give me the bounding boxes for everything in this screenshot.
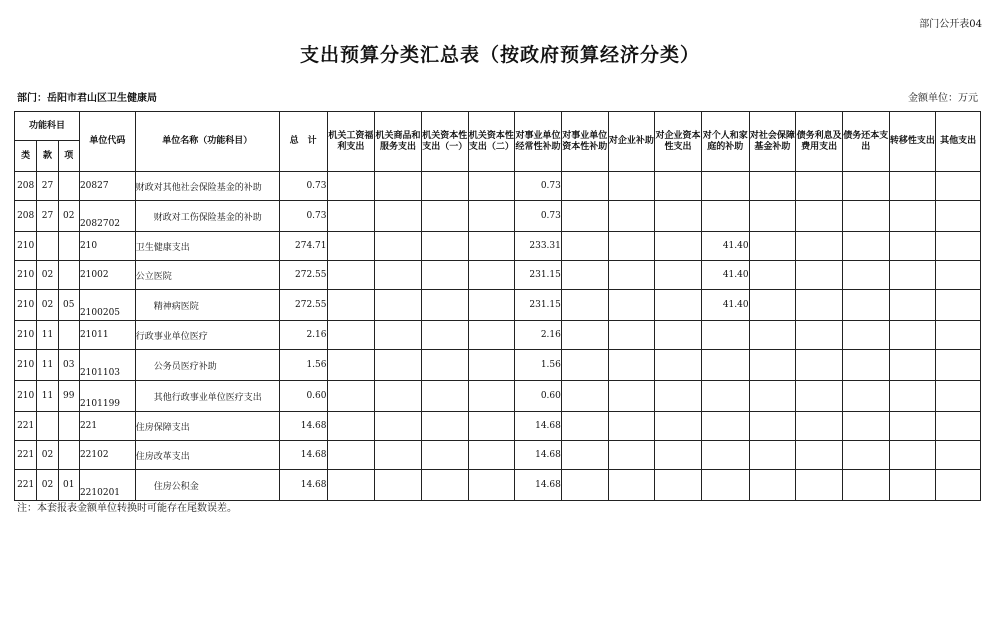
header-col-2: 机关商品和服务支出 <box>375 112 422 172</box>
cell-col-5: 233.31 <box>515 232 562 261</box>
header-col-14: 其他支出 <box>936 112 981 172</box>
header-col-1: 机关工资福利支出 <box>327 112 375 172</box>
cell-xiang: 05 <box>58 290 79 321</box>
cell-col-8 <box>655 441 702 470</box>
table-row <box>15 290 981 321</box>
cell-xiang <box>58 321 79 350</box>
cell-col-8 <box>655 201 702 232</box>
cell-col-12 <box>842 321 889 350</box>
cell-col-10 <box>749 470 796 501</box>
cell-col-12 <box>842 232 889 261</box>
cell-col-2 <box>375 381 422 412</box>
cell-lei: 221 <box>15 470 37 501</box>
cell-col-13 <box>889 412 936 441</box>
cell-xiang: 02 <box>58 201 79 232</box>
cell-col-11 <box>796 261 843 290</box>
cell-unit-code: 22102 <box>79 441 135 470</box>
cell-lei: 210 <box>15 321 37 350</box>
cell-unit-code: 210 <box>79 232 135 261</box>
cell-kuan: 02 <box>37 261 58 290</box>
cell-col-7 <box>608 350 655 381</box>
cell-col-10 <box>749 350 796 381</box>
cell-col-3 <box>421 470 468 501</box>
cell-unit-name: 住房改革支出 <box>135 441 279 470</box>
header-col-9: 对个人和家庭的补助 <box>701 112 749 172</box>
cell-col-5: 0.73 <box>515 172 562 201</box>
cell-kuan: 27 <box>37 201 58 232</box>
cell-col-11 <box>796 412 843 441</box>
cell-col-14 <box>936 470 981 501</box>
cell-col-10 <box>749 232 796 261</box>
cell-col-1 <box>327 261 375 290</box>
cell-col-8 <box>655 232 702 261</box>
table-row <box>15 350 981 381</box>
cell-total: 14.68 <box>279 412 327 441</box>
cell-col-10 <box>749 290 796 321</box>
cell-unit-code: 221 <box>79 412 135 441</box>
cell-col-5: 14.68 <box>515 441 562 470</box>
cell-xiang <box>58 232 79 261</box>
header-col-7: 对企业补助 <box>608 112 655 172</box>
cell-col-13 <box>889 232 936 261</box>
cell-unit-name: 财政对工伤保险基金的补助 <box>135 201 279 232</box>
cell-col-5: 0.73 <box>515 201 562 232</box>
cell-col-13 <box>889 441 936 470</box>
cell-total: 14.68 <box>279 470 327 501</box>
cell-col-5: 0.60 <box>515 381 562 412</box>
cell-col-6 <box>561 470 608 501</box>
cell-col-11 <box>796 470 843 501</box>
cell-col-9 <box>701 201 749 232</box>
cell-total: 272.55 <box>279 290 327 321</box>
department-label: 部门：岳阳市君山区卫生健康局 <box>17 93 157 104</box>
cell-unit-code: 2210201 <box>79 470 135 501</box>
cell-unit-code: 2082702 <box>79 201 135 232</box>
cell-col-7 <box>608 261 655 290</box>
cell-col-7 <box>608 321 655 350</box>
cell-col-1 <box>327 201 375 232</box>
table-row <box>15 321 981 350</box>
cell-col-6 <box>561 261 608 290</box>
header-function-subject: 功能科目 <box>15 112 80 141</box>
page-title: 支出预算分类汇总表（按政府预算经济分类） <box>299 44 700 66</box>
cell-col-3 <box>421 321 468 350</box>
header-unit-name: 单位名称（功能科目） <box>135 112 279 172</box>
cell-col-9 <box>701 172 749 201</box>
cell-col-9: 41.40 <box>701 261 749 290</box>
cell-col-12 <box>842 261 889 290</box>
cell-col-10 <box>749 412 796 441</box>
cell-col-11 <box>796 232 843 261</box>
table-body <box>15 172 981 501</box>
header-col-12: 债务还本支出 <box>842 112 889 172</box>
cell-unit-code: 20827 <box>79 172 135 201</box>
cell-col-2 <box>375 172 422 201</box>
cell-unit-code: 2100205 <box>79 290 135 321</box>
cell-unit-name: 公立医院 <box>135 261 279 290</box>
cell-col-4 <box>468 321 515 350</box>
cell-kuan: 11 <box>37 381 58 412</box>
header-unit-code: 单位代码 <box>79 112 135 172</box>
cell-col-6 <box>561 290 608 321</box>
header-col-10: 对社会保障基金补助 <box>749 112 796 172</box>
cell-col-14 <box>936 232 981 261</box>
cell-total: 0.73 <box>279 201 327 232</box>
cell-col-7 <box>608 381 655 412</box>
cell-col-14 <box>936 441 981 470</box>
cell-total: 274.71 <box>279 232 327 261</box>
cell-col-13 <box>889 381 936 412</box>
cell-unit-name: 公务员医疗补助 <box>135 350 279 381</box>
cell-kuan: 11 <box>37 350 58 381</box>
header-col-6: 对事业单位资本性补助 <box>561 112 608 172</box>
cell-col-8 <box>655 381 702 412</box>
cell-col-2 <box>375 350 422 381</box>
cell-col-12 <box>842 470 889 501</box>
cell-col-9: 41.40 <box>701 290 749 321</box>
cell-col-6 <box>561 201 608 232</box>
cell-unit-name: 住房公积金 <box>135 470 279 501</box>
cell-col-6 <box>561 321 608 350</box>
cell-kuan: 02 <box>37 290 58 321</box>
cell-col-8 <box>655 350 702 381</box>
cell-col-6 <box>561 232 608 261</box>
cell-col-14 <box>936 381 981 412</box>
cell-col-9: 41.40 <box>701 232 749 261</box>
cell-col-14 <box>936 172 981 201</box>
cell-col-7 <box>608 470 655 501</box>
header-xiang: 项 <box>58 141 79 172</box>
cell-col-3 <box>421 261 468 290</box>
cell-col-1 <box>327 290 375 321</box>
cell-col-4 <box>468 201 515 232</box>
cell-col-1 <box>327 412 375 441</box>
footnote: 注：本套报表金额单位转换时可能存在尾数误差。 <box>17 503 237 514</box>
cell-unit-name: 卫生健康支出 <box>135 232 279 261</box>
cell-col-9 <box>701 470 749 501</box>
cell-col-1 <box>327 172 375 201</box>
header-kuan: 款 <box>37 141 58 172</box>
cell-col-2 <box>375 441 422 470</box>
cell-col-5: 231.15 <box>515 261 562 290</box>
cell-col-4 <box>468 381 515 412</box>
cell-col-4 <box>468 290 515 321</box>
cell-col-11 <box>796 290 843 321</box>
cell-col-11 <box>796 321 843 350</box>
cell-kuan: 11 <box>37 321 58 350</box>
cell-col-2 <box>375 470 422 501</box>
cell-col-11 <box>796 201 843 232</box>
cell-kuan: 02 <box>37 441 58 470</box>
cell-col-8 <box>655 412 702 441</box>
cell-total: 0.73 <box>279 172 327 201</box>
cell-unit-name: 行政事业单位医疗 <box>135 321 279 350</box>
cell-col-13 <box>889 470 936 501</box>
table-row <box>15 441 981 470</box>
cell-col-11 <box>796 441 843 470</box>
cell-col-8 <box>655 321 702 350</box>
cell-col-4 <box>468 350 515 381</box>
cell-col-10 <box>749 321 796 350</box>
cell-col-2 <box>375 201 422 232</box>
header-col-5: 对事业单位经常性补助 <box>515 112 562 172</box>
cell-col-10 <box>749 201 796 232</box>
header-col-4: 机关资本性支出（二） <box>468 112 515 172</box>
cell-col-9 <box>701 412 749 441</box>
cell-col-7 <box>608 201 655 232</box>
cell-kuan: 27 <box>37 172 58 201</box>
cell-col-6 <box>561 412 608 441</box>
table-row <box>15 412 981 441</box>
cell-col-4 <box>468 232 515 261</box>
cell-col-8 <box>655 261 702 290</box>
cell-unit-name: 住房保障支出 <box>135 412 279 441</box>
table-row <box>15 172 981 201</box>
cell-total: 2.16 <box>279 321 327 350</box>
cell-col-9 <box>701 381 749 412</box>
cell-lei: 210 <box>15 350 37 381</box>
cell-col-1 <box>327 441 375 470</box>
cell-col-12 <box>842 412 889 441</box>
table-row <box>15 261 981 290</box>
cell-col-14 <box>936 350 981 381</box>
cell-col-3 <box>421 412 468 441</box>
cell-col-3 <box>421 290 468 321</box>
cell-kuan <box>37 412 58 441</box>
cell-col-9 <box>701 350 749 381</box>
cell-col-12 <box>842 381 889 412</box>
cell-col-2 <box>375 412 422 441</box>
cell-col-4 <box>468 441 515 470</box>
cell-col-12 <box>842 201 889 232</box>
cell-col-1 <box>327 350 375 381</box>
cell-total: 1.56 <box>279 350 327 381</box>
cell-unit-code: 2101103 <box>79 350 135 381</box>
header-lei: 类 <box>15 141 37 172</box>
cell-xiang <box>58 412 79 441</box>
cell-col-7 <box>608 232 655 261</box>
cell-col-10 <box>749 441 796 470</box>
budget-table <box>14 111 981 501</box>
cell-col-2 <box>375 232 422 261</box>
cell-xiang: 03 <box>58 350 79 381</box>
cell-col-13 <box>889 350 936 381</box>
cell-unit-code: 2101199 <box>79 381 135 412</box>
cell-col-14 <box>936 261 981 290</box>
cell-unit-code: 21011 <box>79 321 135 350</box>
cell-col-4 <box>468 172 515 201</box>
cell-lei: 210 <box>15 261 37 290</box>
form-number: 部门公开表04 <box>919 19 982 30</box>
cell-col-7 <box>608 412 655 441</box>
cell-lei: 221 <box>15 412 37 441</box>
cell-col-1 <box>327 381 375 412</box>
cell-unit-name: 财政对其他社会保险基金的补助 <box>135 172 279 201</box>
cell-col-8 <box>655 172 702 201</box>
header-col-11: 债务利息及费用支出 <box>796 112 843 172</box>
cell-col-5: 2.16 <box>515 321 562 350</box>
cell-col-3 <box>421 172 468 201</box>
cell-kuan: 02 <box>37 470 58 501</box>
cell-xiang <box>58 441 79 470</box>
cell-col-3 <box>421 441 468 470</box>
cell-col-8 <box>655 470 702 501</box>
cell-col-13 <box>889 290 936 321</box>
cell-col-14 <box>936 321 981 350</box>
cell-lei: 221 <box>15 441 37 470</box>
cell-col-13 <box>889 172 936 201</box>
cell-total: 14.68 <box>279 441 327 470</box>
cell-col-5: 1.56 <box>515 350 562 381</box>
cell-col-6 <box>561 441 608 470</box>
cell-col-3 <box>421 232 468 261</box>
cell-col-6 <box>561 350 608 381</box>
header-total: 总 计 <box>279 112 327 172</box>
table-row <box>15 381 981 412</box>
cell-kuan <box>37 232 58 261</box>
cell-col-9 <box>701 441 749 470</box>
cell-col-6 <box>561 381 608 412</box>
cell-col-14 <box>936 201 981 232</box>
amount-unit-label: 金额单位：万元 <box>908 93 978 104</box>
cell-xiang: 99 <box>58 381 79 412</box>
header-col-8: 对企业资本性支出 <box>655 112 702 172</box>
cell-unit-name: 精神病医院 <box>135 290 279 321</box>
cell-col-7 <box>608 290 655 321</box>
cell-col-14 <box>936 412 981 441</box>
cell-col-12 <box>842 350 889 381</box>
cell-col-6 <box>561 172 608 201</box>
table-row <box>15 201 981 232</box>
cell-col-10 <box>749 172 796 201</box>
cell-col-10 <box>749 261 796 290</box>
cell-col-3 <box>421 201 468 232</box>
cell-col-2 <box>375 290 422 321</box>
cell-col-13 <box>889 201 936 232</box>
cell-unit-name: 其他行政事业单位医疗支出 <box>135 381 279 412</box>
cell-lei: 210 <box>15 381 37 412</box>
table-row <box>15 470 981 501</box>
cell-col-4 <box>468 412 515 441</box>
cell-col-10 <box>749 381 796 412</box>
cell-col-4 <box>468 261 515 290</box>
cell-col-8 <box>655 290 702 321</box>
cell-col-11 <box>796 172 843 201</box>
cell-lei: 208 <box>15 201 37 232</box>
cell-xiang <box>58 172 79 201</box>
cell-col-1 <box>327 232 375 261</box>
cell-col-13 <box>889 321 936 350</box>
cell-xiang <box>58 261 79 290</box>
cell-col-11 <box>796 381 843 412</box>
cell-col-7 <box>608 172 655 201</box>
cell-total: 272.55 <box>279 261 327 290</box>
cell-col-12 <box>842 290 889 321</box>
cell-col-2 <box>375 321 422 350</box>
cell-col-11 <box>796 350 843 381</box>
cell-col-7 <box>608 441 655 470</box>
cell-xiang: 01 <box>58 470 79 501</box>
cell-col-3 <box>421 350 468 381</box>
cell-col-5: 231.15 <box>515 290 562 321</box>
cell-col-14 <box>936 290 981 321</box>
cell-col-4 <box>468 470 515 501</box>
cell-col-9 <box>701 321 749 350</box>
cell-col-12 <box>842 441 889 470</box>
cell-unit-code: 21002 <box>79 261 135 290</box>
table-row <box>15 232 981 261</box>
header-col-3: 机关资本性支出（一） <box>421 112 468 172</box>
cell-col-2 <box>375 261 422 290</box>
cell-col-5: 14.68 <box>515 470 562 501</box>
cell-col-12 <box>842 172 889 201</box>
header-col-13: 转移性支出 <box>889 112 936 172</box>
cell-lei: 208 <box>15 172 37 201</box>
cell-col-13 <box>889 261 936 290</box>
cell-col-5: 14.68 <box>515 412 562 441</box>
header-row-1 <box>15 112 981 141</box>
cell-lei: 210 <box>15 232 37 261</box>
cell-total: 0.60 <box>279 381 327 412</box>
cell-col-3 <box>421 381 468 412</box>
cell-col-1 <box>327 321 375 350</box>
cell-col-1 <box>327 470 375 501</box>
cell-lei: 210 <box>15 290 37 321</box>
